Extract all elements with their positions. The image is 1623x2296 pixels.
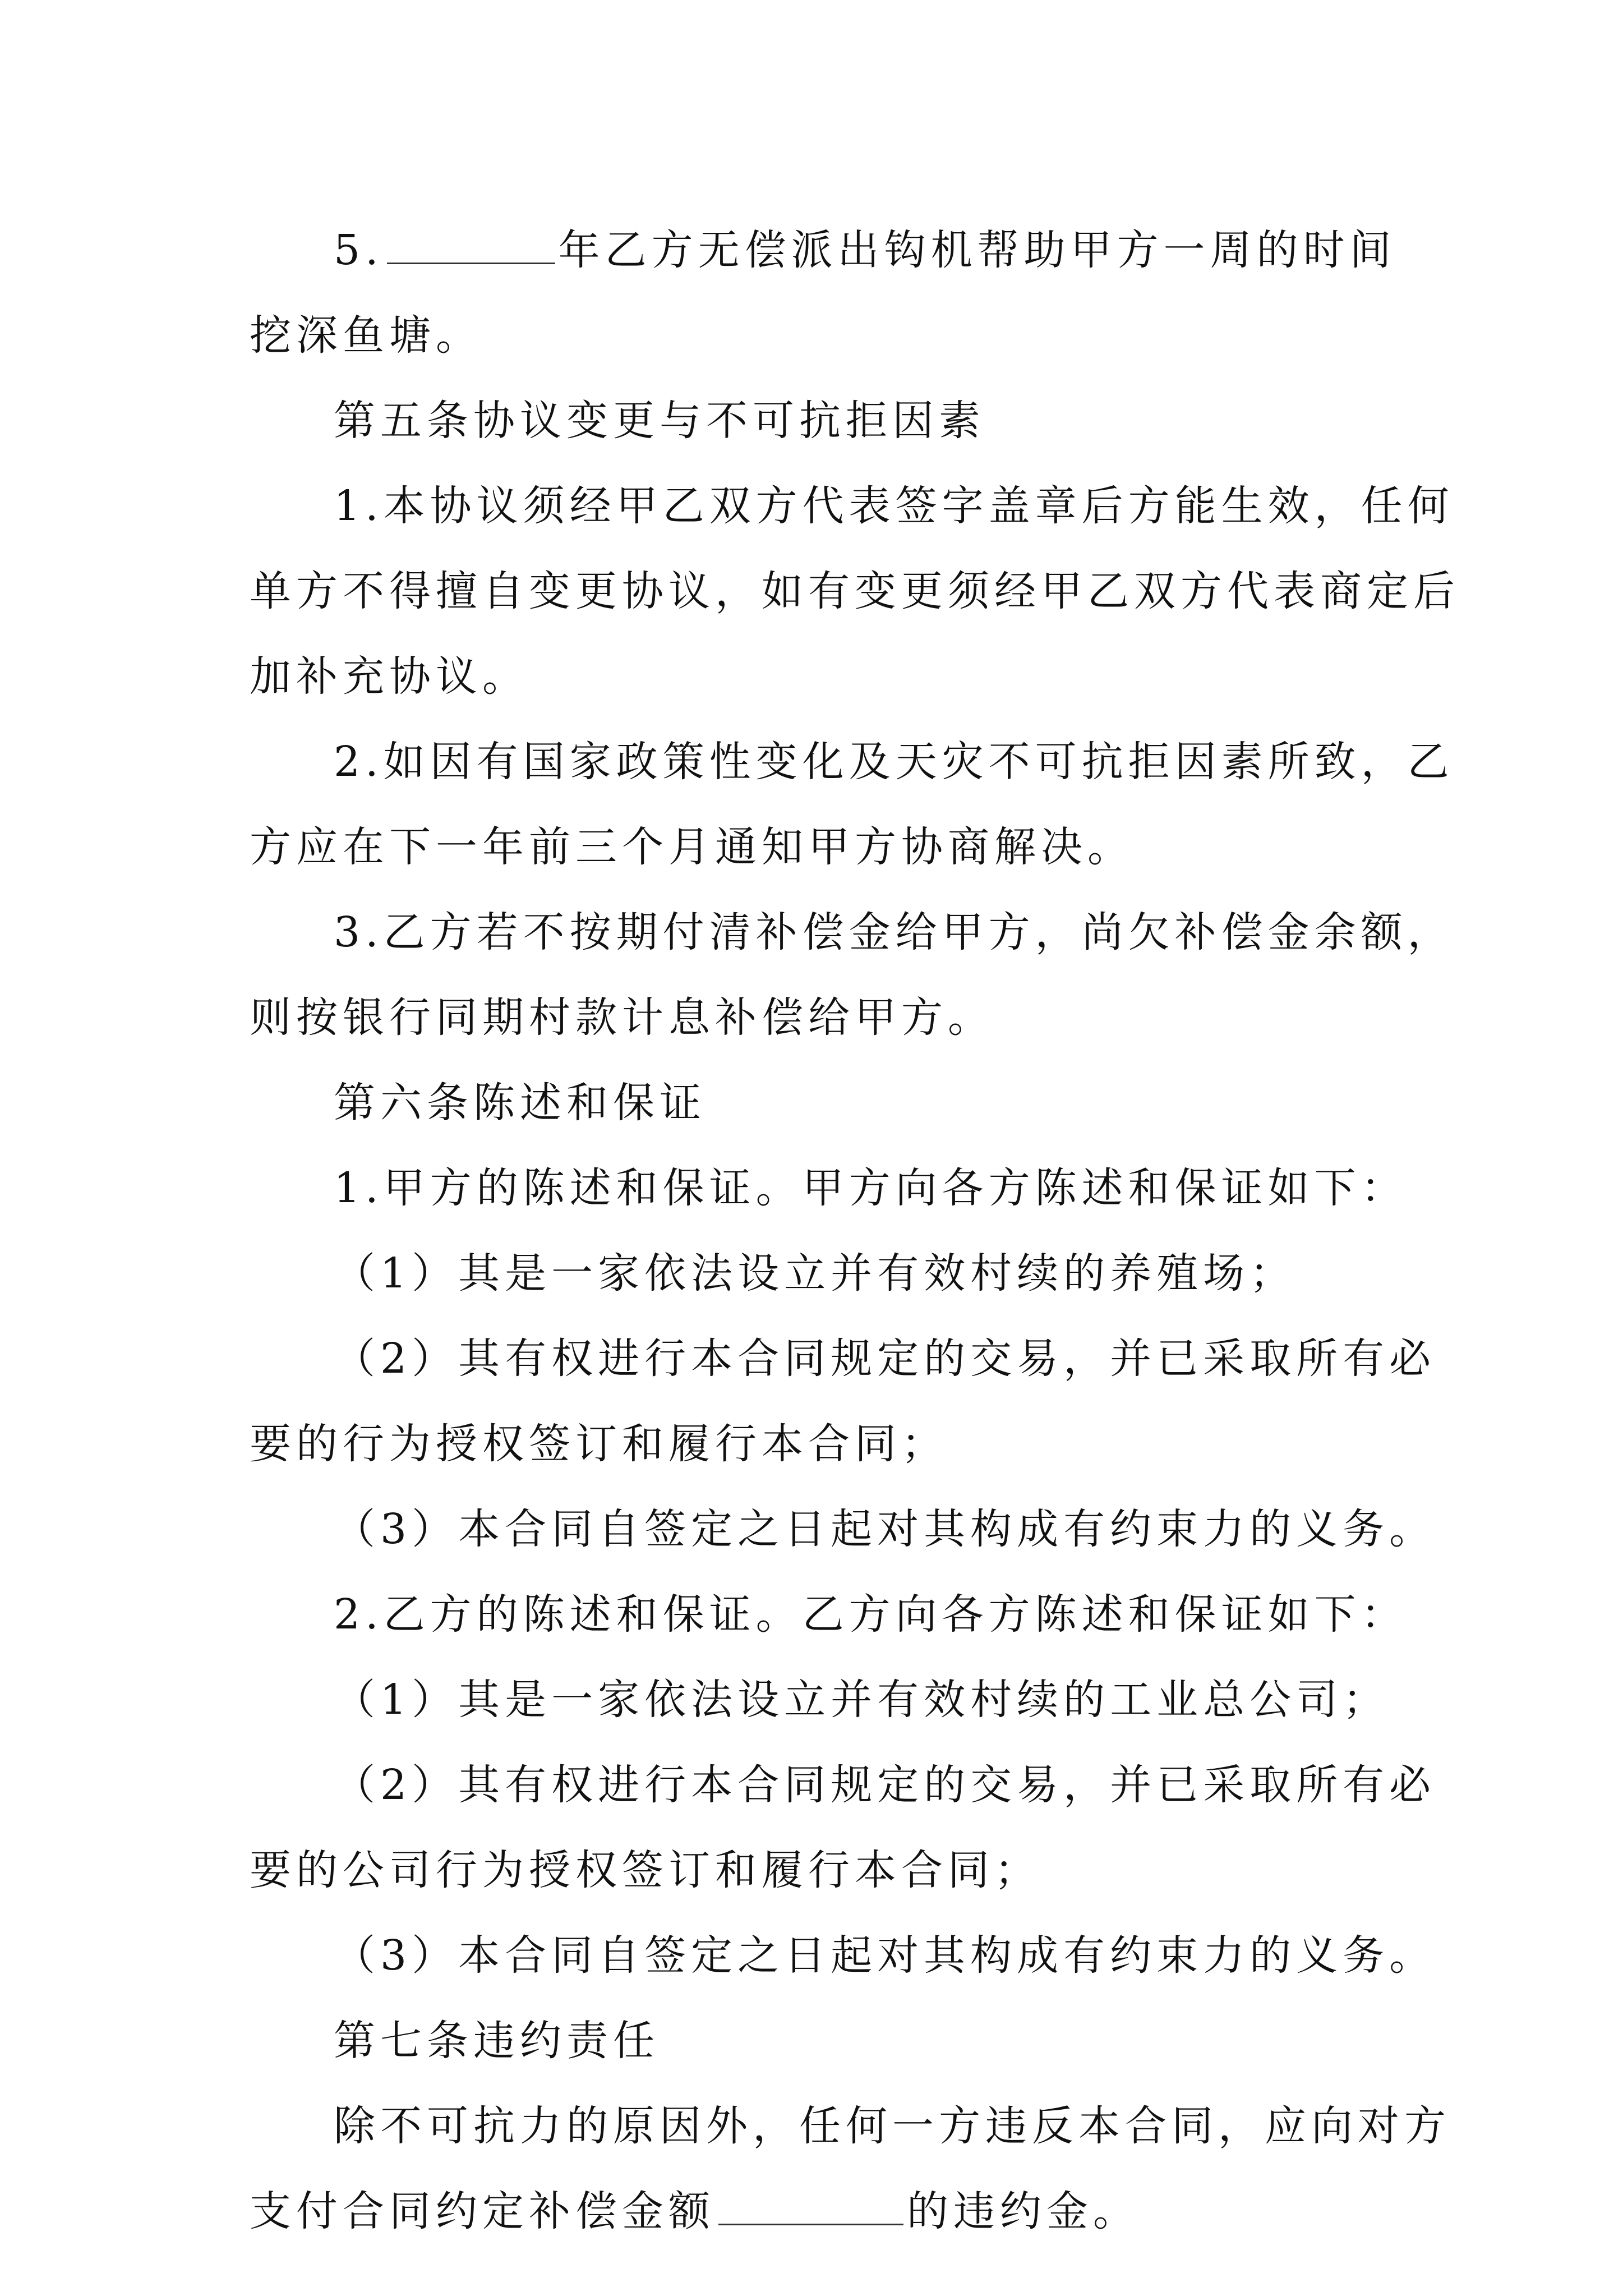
article-6-item-2-sub-2-line-1: （2）其有权进行本合同规定的交易，并已采取所有必 [334, 1761, 1436, 1809]
article-6-item-2-sub-1: （1）其是一家依法设立并有效村续的工业总公司； [334, 1676, 1390, 1724]
article-6-item-1-sub-3: （3）本合同自签定之日起对其构成有约束力的义务。 [334, 1505, 1436, 1553]
article-6-item-2-sub-3: （3）本合同自签定之日起对其构成有约束力的义务。 [334, 1931, 1436, 1980]
article-7-body-line-1: 除不可抗力的原因外，任何一方违反本合同，应向对方 [334, 2102, 1451, 2150]
article-5-item-1-line-3: 加补充协议。 [250, 652, 529, 701]
article-6-heading: 第六条陈述和保证 [334, 1079, 706, 1127]
blank-year-field [387, 227, 555, 264]
line-text: 的违约金。 [907, 2187, 1140, 2235]
article-5-item-2-line-1: 2.如因有国家政策性变化及天灾不可抗拒因素所致，乙 [334, 738, 1454, 786]
article-7-heading: 第七条违约责任 [334, 2017, 660, 2065]
article-6-item-1: 1.甲方的陈述和保证。甲方向各方陈述和保证如下： [334, 1164, 1408, 1212]
line-text: 5. [334, 226, 384, 274]
article-5-item-1-line-1: 1.本协议须经甲乙双方代表签字盖章后方能生效，任何 [334, 482, 1454, 530]
article-6-item-1-sub-1: （1）其是一家依法设立并有效村续的养殖场； [334, 1249, 1297, 1297]
article-5-item-2-line-2: 方应在下一年前三个月通知甲方协商解决。 [250, 823, 1134, 871]
article-6-item-2: 2.乙方的陈述和保证。乙方向各方陈述和保证如下： [334, 1590, 1408, 1639]
article-6-item-2-sub-2-line-2: 要的公司行为授权签订和履行本合同； [250, 1846, 1041, 1894]
article-7-body-line-2 [250, 2169, 1394, 2254]
contract-text [250, 208, 1460, 2254]
article-6-item-1-sub-2-line-1: （2）其有权进行本合同规定的交易，并已采取所有必 [334, 1335, 1436, 1383]
article-5-item-3-line-2: 则按银行同期村款计息补偿给甲方。 [250, 993, 994, 1042]
article-5-item-3-line-1: 3.乙方若不按期付清补偿金给甲方，尚欠补偿金余额， [334, 908, 1454, 956]
clause-5-5-line-1 [250, 208, 1394, 293]
blank-amount-field [718, 2188, 903, 2225]
article-6-item-1-sub-2-line-2: 要的行为授权签订和履行本合同； [250, 1420, 948, 1468]
article-5-item-1-line-2: 单方不得擅自变更协议，如有变更须经甲乙双方代表商定后 [250, 567, 1460, 615]
article-5-heading: 第五条协议变更与不可抗拒因素 [334, 397, 985, 445]
line-text: 年乙方无偿派出钩机帮助甲方一周的时间 [558, 226, 1396, 274]
clause-5-5-line-2: 挖深鱼塘。 [250, 311, 482, 360]
line-text: 支付合同约定补偿金额 [250, 2187, 715, 2235]
